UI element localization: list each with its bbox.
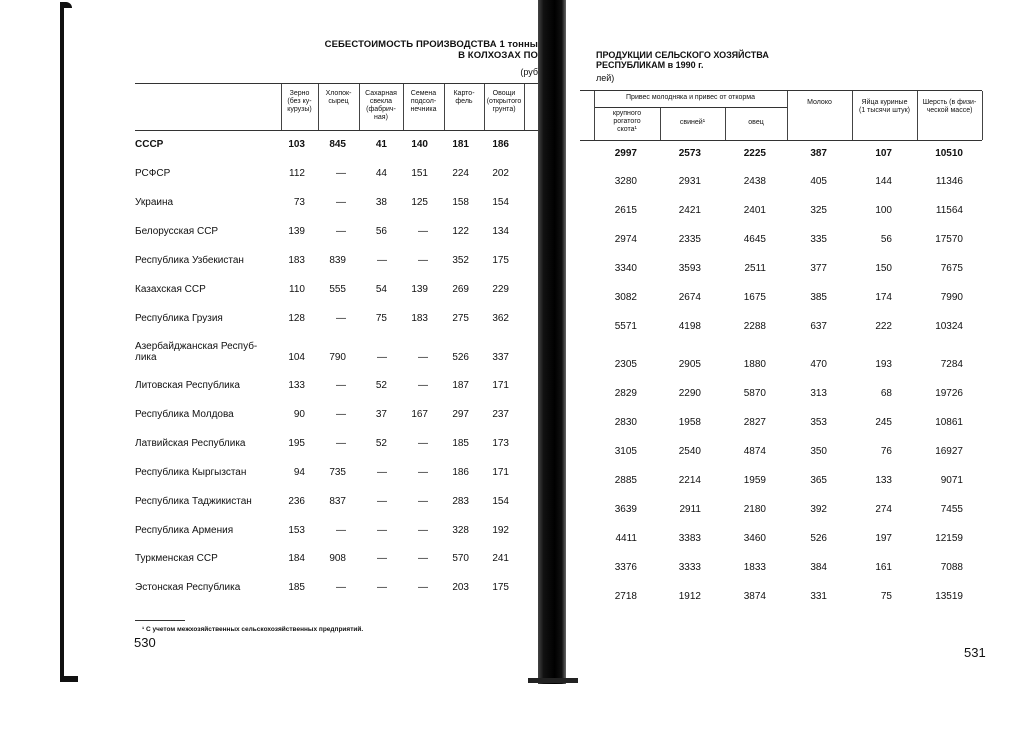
table-cell: 10324 — [935, 321, 963, 332]
table-cell: 2305 — [614, 359, 637, 370]
row-label: Украина — [135, 197, 174, 208]
table-cell: — — [418, 582, 428, 593]
left-unit-fragment: (руб — [520, 67, 538, 77]
table-cell: 175 — [492, 255, 509, 266]
table-cell: 103 — [288, 139, 305, 150]
table-cell: 274 — [875, 504, 892, 515]
table-cell: 3874 — [743, 591, 766, 602]
page-number-left: 530 — [134, 635, 156, 650]
table-cell: 16927 — [935, 446, 963, 457]
table-cell: 171 — [492, 380, 509, 391]
table-cell: 790 — [329, 352, 346, 363]
row-label: Республика Молдова — [135, 409, 234, 420]
table-cell: 352 — [452, 255, 469, 266]
table-cell: 128 — [288, 313, 305, 324]
table-cell: 52 — [375, 380, 387, 391]
table-cell: 90 — [293, 409, 305, 420]
left-title-line2: В КОЛХОЗАХ ПО — [458, 50, 538, 61]
column-header: ческой массе) — [926, 107, 973, 114]
table-cell: 1912 — [678, 591, 701, 602]
table-cell: 3333 — [678, 562, 701, 573]
table-cell: 1880 — [743, 359, 766, 370]
table-cell: 11346 — [935, 176, 963, 187]
table-cell: 224 — [452, 168, 469, 179]
left-header-top-rule — [135, 83, 538, 84]
table-cell: 555 — [329, 284, 346, 295]
row-label-continued: лика — [135, 352, 157, 363]
table-cell: 3280 — [614, 176, 637, 187]
table-cell: 637 — [810, 321, 827, 332]
table-cell: 2288 — [743, 321, 766, 332]
table-cell: 125 — [411, 197, 428, 208]
table-cell: 202 — [492, 168, 509, 179]
left-title-line1: СЕБЕСТОИМОСТЬ ПРОИЗВОДСТВА 1 тонны — [324, 39, 538, 50]
table-cell: 2911 — [679, 504, 701, 515]
table-cell: 184 — [288, 553, 305, 564]
row-label: Эстонская Республика — [135, 582, 241, 593]
table-cell: 183 — [288, 255, 305, 266]
table-cell: — — [418, 438, 428, 449]
header-group-weight-gain: Привес молодняка и привес от откорма — [626, 94, 755, 101]
table-cell: 222 — [875, 321, 892, 332]
table-cell: — — [336, 380, 346, 391]
table-cell: — — [336, 438, 346, 449]
table-cell: 104 — [288, 352, 305, 363]
table-cell: 174 — [875, 292, 892, 303]
table-cell: — — [418, 467, 428, 478]
table-cell: 192 — [492, 525, 509, 536]
book-corner-top — [60, 2, 72, 8]
table-cell: 186 — [452, 467, 469, 478]
table-cell: — — [418, 380, 428, 391]
table-cell: 185 — [288, 582, 305, 593]
table-cell: 187 — [452, 380, 469, 391]
table-cell: 133 — [875, 475, 892, 486]
table-cell: — — [377, 553, 387, 564]
table-cell: — — [336, 582, 346, 593]
table-cell: 1833 — [743, 562, 766, 573]
right-title-line2: РЕСПУБЛИКАМ в 1990 г. — [596, 60, 704, 70]
table-cell: 158 — [452, 197, 469, 208]
sub-column-header: овец — [748, 119, 764, 126]
table-cell: 171 — [492, 467, 509, 478]
table-cell: 2180 — [743, 504, 766, 515]
table-cell: 2573 — [678, 148, 701, 159]
row-label: Республика Армения — [135, 525, 234, 536]
table-cell: 193 — [875, 359, 892, 370]
column-header: Овощи — [492, 90, 516, 97]
row-label: Литовская Республика — [135, 380, 240, 391]
table-cell: 2905 — [678, 359, 701, 370]
left-header-bottom-rule — [135, 130, 538, 131]
table-cell: 237 — [492, 409, 509, 420]
column-header: (без ку- — [287, 98, 312, 105]
table-cell: 9071 — [940, 475, 963, 486]
table-cell: 186 — [492, 139, 509, 150]
table-cell: 10861 — [935, 417, 963, 428]
table-cell: 3639 — [614, 504, 637, 515]
sub-column-header: скота¹ — [617, 126, 637, 133]
table-cell: 2827 — [743, 417, 766, 428]
table-cell: — — [336, 226, 346, 237]
table-cell: — — [377, 255, 387, 266]
column-header: ная) — [374, 114, 388, 121]
table-cell: 167 — [411, 409, 428, 420]
table-cell: 385 — [810, 292, 827, 303]
row-label: Республика Таджикистан — [135, 496, 252, 507]
table-cell: 75 — [880, 591, 892, 602]
table-cell: 387 — [810, 148, 827, 159]
table-cell: 229 — [492, 284, 509, 295]
table-cell: — — [377, 352, 387, 363]
column-header: Карто- — [453, 90, 475, 97]
table-cell: — — [336, 525, 346, 536]
row-label: Туркменская ССР — [135, 553, 218, 564]
table-cell: 2225 — [743, 148, 766, 159]
table-cell: 2421 — [678, 205, 701, 216]
table-cell: 275 — [452, 313, 469, 324]
table-cell: 68 — [880, 388, 892, 399]
table-cell: 2290 — [678, 388, 701, 399]
footnote: ¹ С учетом межхозяйственных сельскохозяйственных предприятий. — [142, 626, 364, 633]
table-cell: 5870 — [743, 388, 766, 399]
table-cell: 392 — [810, 504, 827, 515]
table-cell: 2974 — [614, 234, 637, 245]
column-header: Зерно — [289, 90, 310, 97]
column-header: (1 тысячи штук) — [859, 107, 910, 114]
table-cell: 2511 — [744, 263, 766, 274]
table-cell: 3593 — [678, 263, 701, 274]
table-cell: 283 — [452, 496, 469, 507]
table-cell: 470 — [810, 359, 827, 370]
column-header: свекла — [369, 98, 393, 105]
table-cell: — — [336, 313, 346, 324]
table-cell: 3340 — [614, 263, 637, 274]
table-cell: 139 — [411, 284, 428, 295]
table-cell: 181 — [452, 139, 469, 150]
table-cell: — — [336, 409, 346, 420]
table-cell: 144 — [875, 176, 892, 187]
table-cell: 12159 — [935, 533, 963, 544]
table-cell: — — [336, 197, 346, 208]
book-left-edge — [60, 2, 64, 682]
table-cell: 7088 — [940, 562, 963, 573]
table-cell: 2931 — [678, 176, 701, 187]
table-cell: 56 — [880, 234, 892, 245]
table-cell: 328 — [452, 525, 469, 536]
table-cell: 44 — [375, 168, 387, 179]
row-label: РСФСР — [135, 168, 171, 179]
sub-column-header: свиней¹ — [679, 119, 706, 126]
right-group-divider — [594, 107, 787, 108]
sub-column-header: рогатого — [613, 118, 641, 125]
table-cell: 908 — [329, 553, 346, 564]
table-cell: 2674 — [678, 292, 701, 303]
table-cell: 37 — [375, 409, 387, 420]
column-header: нечника — [410, 106, 437, 113]
table-cell: 2540 — [678, 446, 701, 457]
table-cell: 839 — [329, 255, 346, 266]
table-cell: — — [418, 553, 428, 564]
table-cell: 245 — [875, 417, 892, 428]
table-cell: 2438 — [743, 176, 766, 187]
table-cell: 122 — [452, 226, 469, 237]
table-cell: 7284 — [940, 359, 963, 370]
table-cell: 2335 — [678, 234, 701, 245]
table-cell: 335 — [810, 234, 827, 245]
right-title-line1: ПРОДУКЦИИ СЕЛЬСКОГО ХОЗЯЙСТВА — [596, 50, 769, 60]
table-cell: 384 — [810, 562, 827, 573]
table-cell: 2214 — [678, 475, 701, 486]
column-header: грунта) — [492, 106, 516, 113]
table-cell: 7455 — [940, 504, 963, 515]
table-cell: 1675 — [743, 292, 766, 303]
table-cell: 5571 — [614, 321, 637, 332]
table-cell: 313 — [810, 388, 827, 399]
table-cell: 183 — [411, 313, 428, 324]
table-cell: 161 — [875, 562, 892, 573]
table-cell: 107 — [875, 148, 892, 159]
column-header: Шерсть (в физи- — [922, 99, 977, 106]
table-cell: 175 — [492, 582, 509, 593]
table-cell: 73 — [293, 197, 305, 208]
table-cell: 150 — [875, 263, 892, 274]
table-cell: 325 — [810, 205, 827, 216]
row-label: Республика Узбекистан — [135, 255, 244, 266]
column-header: сырец — [328, 98, 349, 105]
table-cell: 2830 — [614, 417, 637, 428]
table-cell: 241 — [492, 553, 509, 564]
table-cell: 365 — [810, 475, 827, 486]
table-cell: 377 — [810, 263, 827, 274]
book-spine-foot — [528, 678, 578, 683]
table-cell: 353 — [810, 417, 827, 428]
row-label: СССР — [135, 139, 164, 150]
table-cell: — — [418, 525, 428, 536]
table-cell: 526 — [452, 352, 469, 363]
table-cell: — — [418, 255, 428, 266]
book-spine — [538, 0, 566, 684]
table-cell: — — [377, 525, 387, 536]
table-cell: 17570 — [935, 234, 963, 245]
table-cell: 203 — [452, 582, 469, 593]
table-cell: 269 — [452, 284, 469, 295]
table-cell: 570 — [452, 553, 469, 564]
row-label: Азербайджанская Респуб- — [135, 341, 258, 352]
table-cell: 52 — [375, 438, 387, 449]
column-divider — [982, 91, 983, 140]
row-label: Республика Кыргызстан — [135, 467, 247, 478]
table-cell: 151 — [411, 168, 428, 179]
table-cell: 2829 — [614, 388, 637, 399]
row-label: Казахская ССР — [135, 284, 206, 295]
table-cell: 154 — [492, 496, 509, 507]
column-header: фель — [455, 98, 473, 105]
table-cell: 1959 — [743, 475, 766, 486]
table-cell: 362 — [492, 313, 509, 324]
table-cell: 4411 — [615, 533, 637, 544]
table-cell: 4874 — [743, 446, 766, 457]
table-cell: 405 — [810, 176, 827, 187]
table-cell: 110 — [289, 284, 305, 295]
table-cell: 153 — [288, 525, 305, 536]
table-cell: 140 — [411, 139, 428, 150]
table-cell: 845 — [329, 139, 346, 150]
column-header: курузы) — [287, 106, 312, 113]
table-cell: — — [377, 582, 387, 593]
table-cell: 7675 — [940, 263, 963, 274]
table-cell: 75 — [375, 313, 387, 324]
row-label: Латвийская Республика — [135, 438, 246, 449]
column-header: подсол- — [410, 98, 437, 105]
book-corner-bottom — [60, 676, 78, 682]
table-cell: — — [377, 496, 387, 507]
table-cell: 38 — [375, 197, 387, 208]
table-cell: 735 — [329, 467, 346, 478]
table-cell: 173 — [492, 438, 509, 449]
right-header-top-rule — [580, 90, 982, 91]
table-cell: 1958 — [678, 417, 701, 428]
right-unit-fragment: лей) — [596, 73, 615, 83]
table-cell: 56 — [375, 226, 387, 237]
column-header: (фабрич- — [366, 106, 396, 113]
table-cell: — — [377, 467, 387, 478]
table-cell: 112 — [289, 168, 305, 179]
table-cell: 3460 — [743, 533, 766, 544]
table-cell: 350 — [810, 446, 827, 457]
table-cell: 133 — [288, 380, 305, 391]
column-header: Семена — [410, 90, 437, 97]
table-cell: — — [418, 226, 428, 237]
row-label: Белорусская ССР — [135, 226, 219, 237]
table-cell: 2997 — [614, 148, 637, 159]
table-cell: 13519 — [935, 591, 963, 602]
table-cell: 19726 — [935, 388, 963, 399]
table-cell: 11564 — [935, 205, 963, 216]
table-cell: 2718 — [614, 591, 637, 602]
column-header: Яйца куриные — [861, 99, 908, 106]
right-header-bottom-rule — [580, 140, 982, 141]
table-cell: 10510 — [935, 148, 963, 159]
table-cell: 3105 — [614, 446, 637, 457]
table-cell: 297 — [452, 409, 469, 420]
table-cell: 337 — [492, 352, 509, 363]
table-cell: — — [418, 352, 428, 363]
table-cell: 94 — [293, 467, 305, 478]
column-divider — [524, 84, 525, 130]
column-header: (открытого — [486, 98, 522, 105]
table-cell: 134 — [492, 226, 509, 237]
table-cell: 4645 — [743, 234, 766, 245]
table-cell: 4198 — [678, 321, 701, 332]
table-cell: 76 — [880, 446, 892, 457]
table-cell: 526 — [810, 533, 827, 544]
footnote-rule — [135, 620, 185, 621]
table-cell: 195 — [288, 438, 305, 449]
table-cell: 2885 — [614, 475, 637, 486]
column-header: Сахарная — [365, 90, 397, 97]
table-cell: 3383 — [678, 533, 701, 544]
table-cell: 837 — [329, 496, 346, 507]
table-cell: 3376 — [614, 562, 637, 573]
table-cell: 2401 — [743, 205, 766, 216]
sub-column-header: крупного — [612, 110, 642, 117]
table-cell: 3082 — [614, 292, 637, 303]
table-cell: 100 — [875, 205, 892, 216]
column-header: Хлопок- — [325, 90, 352, 97]
table-cell: 54 — [375, 284, 387, 295]
table-cell: 2615 — [614, 205, 637, 216]
table-cell: — — [418, 496, 428, 507]
table-cell: — — [336, 168, 346, 179]
table-cell: 236 — [288, 496, 305, 507]
table-cell: 7990 — [940, 292, 963, 303]
column-header: Молоко — [807, 99, 832, 106]
table-cell: 197 — [875, 533, 892, 544]
table-cell: 331 — [810, 591, 827, 602]
table-cell: 185 — [452, 438, 469, 449]
page-number-right: 531 — [964, 645, 986, 660]
table-cell: 154 — [492, 197, 509, 208]
table-cell: 139 — [288, 226, 305, 237]
row-label: Республика Грузия — [135, 313, 223, 324]
table-cell: 41 — [375, 139, 387, 150]
